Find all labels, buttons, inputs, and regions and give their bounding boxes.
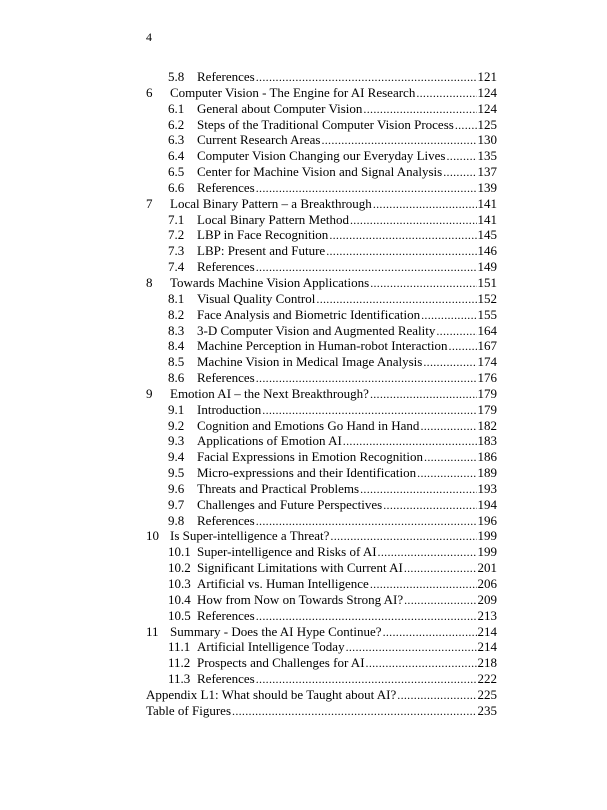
toc-entry-number: 10.5 [168,607,191,623]
toc-entry-number: 6.6 [168,179,185,195]
toc-entry-number: 9.3 [168,433,185,449]
toc-entry[interactable] [146,544,497,560]
toc-entry-page: 146 [477,243,497,259]
toc-entry-number: 9.4 [168,449,185,465]
dot-leader [397,687,476,704]
dot-leader [363,101,476,118]
toc-entry-page: 182 [477,417,497,433]
toc-entry-title: Challenges and Future Perspectives [197,496,383,512]
toc-entry-number: 10.1 [168,544,191,560]
toc-entry-title: References [197,179,255,195]
toc-entry-number: 6.1 [168,100,185,116]
toc-entry-number: 5.8 [168,69,185,84]
toc-entry-title: Summary - Does the AI Hype Continue? [170,623,382,639]
toc-entry-number: 8.3 [168,322,185,338]
toc-entry-page: 193 [477,480,497,496]
dot-leader [370,275,476,292]
toc-entry-title: Center for Machine Vision and Signal Analysis [197,164,443,180]
toc-entry-number: 9.1 [168,401,185,417]
toc-entry[interactable] [146,560,497,576]
toc-entry-page: 189 [477,465,497,481]
toc-entry-page: 164 [477,322,497,338]
toc-entry-page: 135 [477,148,497,164]
toc-entry-number: 9 [146,385,153,401]
toc-entry[interactable] [146,497,497,513]
dot-leader [420,418,476,435]
dot-leader [346,639,477,656]
toc-entry-page: 183 [477,433,497,449]
toc-entry[interactable] [146,655,497,671]
toc-entry[interactable] [146,354,497,370]
dot-leader [256,608,477,625]
toc-entry[interactable] [146,275,497,291]
toc-entry-title: 3-D Computer Vision and Augmented Reality [197,322,436,338]
toc-entry[interactable] [146,418,497,434]
toc-entry[interactable] [146,624,497,640]
dot-leader [343,433,477,450]
dot-leader [256,69,477,86]
dot-leader [370,386,477,403]
toc-entry-page: 124 [477,84,497,100]
dot-leader [443,164,476,181]
toc-entry-number: 7.2 [168,227,185,243]
toc-entry[interactable] [146,180,497,196]
toc-entry[interactable] [146,323,497,339]
dot-leader [326,243,476,260]
dot-leader [436,323,476,340]
toc-entry-title: Visual Quality Control [197,290,316,306]
toc-entry-title: Is Super-intelligence a Threat? [170,528,330,544]
toc-entry-number: 8 [146,274,153,290]
toc-entry-page: 141 [477,211,497,227]
toc-entry-title: Significant Limitations with Current AI [197,560,403,576]
toc-entry-title: Current Research Areas [197,132,321,148]
toc-entry-number: 8.4 [168,338,185,354]
toc-entry-title: Machine Vision in Medical Image Analysis [197,354,423,370]
toc-entry-page: 176 [477,370,497,386]
toc-entry-title: Super-intelligence and Risks of AI [197,544,377,560]
toc-entry-page: 149 [477,259,497,275]
dot-leader [330,528,476,545]
dot-leader [350,212,477,229]
toc-entry-title: Applications of Emotion AI [197,433,342,449]
toc-entry-page: 199 [477,544,497,560]
toc-entry-title: Local Binary Pattern Method [197,211,349,227]
page-number: 4 [146,30,152,44]
toc-entry-number: 9.6 [168,480,185,496]
toc-entry[interactable] [146,307,497,323]
toc-entry[interactable] [146,148,497,164]
toc-entry-number: 8.6 [168,370,185,386]
toc-entry-title: Threats and Practical Problems [197,480,360,496]
dot-leader [421,307,476,324]
toc-entry-page: 174 [477,354,497,370]
toc-entry-number: 9.2 [168,417,185,433]
dot-leader [417,465,476,482]
toc-entry-title: Computer Vision - The Engine for AI Research [170,84,416,100]
toc-entry-title: Appendix L1: What should be Taught about AI? [146,686,397,702]
toc-entry-title: Facial Expressions in Emotion Recognition [197,449,424,465]
toc-entry-title: Towards Machine Vision Applications [170,274,370,290]
toc-entry-page: 167 [477,338,497,354]
dot-leader [360,481,476,498]
toc-entry-title: References [197,259,255,275]
toc-entry-page: 125 [477,116,497,132]
dot-leader [329,227,476,244]
dot-leader [449,338,477,355]
toc-entry[interactable] [146,243,497,259]
toc-entry[interactable] [146,69,497,85]
toc-entry[interactable] [146,291,497,307]
dot-leader [416,85,476,102]
toc-entry-title: LBP in Face Recognition [197,227,329,243]
dot-leader [256,180,477,197]
toc-entry-number: 10 [146,528,159,544]
toc-entry-number: 7.4 [168,259,185,275]
dot-leader [404,560,477,577]
toc-entry[interactable] [146,370,497,386]
toc-entry[interactable] [146,227,497,243]
toc-entry-page: 214 [477,639,497,655]
toc-entry[interactable] [146,528,497,544]
toc-entry-number: 11.1 [168,639,191,655]
toc-entry-number: 11.2 [168,655,191,671]
toc-entry-page: 130 [477,132,497,148]
dot-leader [383,497,476,514]
toc-entry[interactable] [146,687,497,703]
table-of-contents [146,69,497,719]
toc-entry[interactable] [146,117,497,133]
toc-entry-number: 7.3 [168,243,185,259]
toc-entry-title: Prospects and Challenges for AI [197,655,365,671]
toc-entry-title: Face Analysis and Biometric Identification [197,306,421,322]
toc-entry[interactable] [146,465,497,481]
toc-entry-page: 218 [477,655,497,671]
dot-leader [366,655,477,672]
toc-entry-number: 6.3 [168,132,185,148]
toc-entry-title: Artificial vs. Human Intelligence [197,576,369,591]
toc-entry-page: 139 [477,179,497,195]
toc-entry[interactable] [146,513,497,529]
toc-entry-page: 225 [477,686,497,702]
toc-entry[interactable] [146,671,497,687]
toc-entry-page: 179 [477,401,497,417]
toc-entry-page: 124 [477,100,497,116]
toc-entry[interactable] [146,196,497,212]
toc-entry-title: General about Computer Vision [197,100,363,116]
toc-entry-number: 9.5 [168,465,185,481]
toc-entry-page: 186 [477,449,497,465]
toc-entry-page: 209 [477,591,497,607]
toc-entry-title: Table of Figures [146,702,232,718]
toc-entry[interactable] [146,101,497,117]
toc-entry-title: References [197,607,255,623]
toc-entry-number: 6.4 [168,148,185,164]
dot-leader [262,402,476,419]
toc-entry-title: Local Binary Pattern – a Breakthrough [170,195,372,211]
toc-entry-title: Machine Perception in Human-robot Interaction [197,338,448,354]
dot-leader [404,592,476,609]
dot-leader [378,544,477,561]
toc-entry-number: 8.2 [168,306,185,322]
dot-leader [232,703,476,720]
toc-entry-number: 7.1 [168,211,185,227]
toc-entry-page: 235 [477,702,497,718]
toc-entry-number: 7 [146,195,153,211]
toc-entry-number: 6.2 [168,116,185,132]
dot-leader [256,259,477,276]
toc-entry-page: 213 [477,607,497,623]
toc-entry-page: 222 [477,671,497,687]
toc-entry-page: 121 [477,69,497,84]
toc-entry-page: 179 [477,385,497,401]
toc-entry[interactable] [146,576,497,592]
dot-leader [424,449,476,466]
toc-entry-title: Emotion AI – the Next Breakthrough? [170,385,369,401]
toc-entry[interactable] [146,433,497,449]
toc-entry[interactable] [146,338,497,354]
toc-entry[interactable] [146,639,497,655]
toc-entry-title: Artificial Intelligence Today [197,639,345,655]
dot-leader [316,291,476,308]
dot-leader [256,671,477,688]
toc-entry-page: 141 [477,195,497,211]
toc-entry[interactable] [146,592,497,608]
toc-entry-title: Steps of the Traditional Computer Vision Process [197,116,454,132]
toc-entry[interactable] [146,703,497,719]
toc-entry[interactable] [146,386,497,402]
toc-entry-title: References [197,69,255,84]
toc-entry-number: 10.4 [168,591,191,607]
toc-entry-number: 8.5 [168,354,185,370]
dot-leader [383,624,477,641]
dot-leader [370,576,477,593]
toc-entry-title: How from Now on Towards Strong AI? [197,591,404,607]
toc-entry[interactable] [146,259,497,275]
toc-entry-number: 10.3 [168,576,191,591]
dot-leader [373,196,477,213]
toc-entry-page: 214 [477,623,497,639]
toc-entry-title: References [197,512,255,528]
dot-leader [256,370,477,387]
toc-entry-page: 155 [477,306,497,322]
toc-entry[interactable] [146,402,497,418]
toc-entry-number: 8.1 [168,290,185,306]
toc-entry-page: 151 [477,274,497,290]
toc-entry-number: 11.3 [168,671,191,687]
toc-entry-title: Micro-expressions and their Identification [197,465,417,481]
toc-entry-page: 152 [477,290,497,306]
toc-entry-title: References [197,671,255,687]
toc-entry-number: 9.8 [168,512,185,528]
toc-entry[interactable] [146,212,497,228]
toc-entry[interactable] [146,449,497,465]
toc-entry[interactable] [146,164,497,180]
toc-entry-page: 196 [477,512,497,528]
toc-entry[interactable] [146,132,497,148]
dot-leader [455,117,477,134]
toc-entry-number: 10.2 [168,560,191,576]
dot-leader [321,132,476,149]
toc-entry-page: 145 [477,227,497,243]
toc-entry-page: 194 [477,496,497,512]
dot-leader [446,148,476,165]
toc-entry-title: LBP: Present and Future [197,243,326,259]
toc-entry-number: 6.5 [168,164,185,180]
toc-entry-title: Introduction [197,401,262,417]
dot-leader [423,354,476,371]
toc-entry-page: 201 [477,560,497,576]
toc-entry[interactable] [146,85,497,101]
toc-entry[interactable] [146,608,497,624]
toc-entry-number: 6 [146,84,153,100]
toc-entry[interactable] [146,481,497,497]
toc-entry-number: 9.7 [168,496,185,512]
toc-entry-title: Computer Vision Changing our Everyday Lives [197,148,446,164]
toc-entry-title: Cognition and Emotions Go Hand in Hand [197,417,420,433]
toc-entry-title: References [197,370,255,386]
toc-entry-page: 137 [477,164,497,180]
toc-entry-number: 11 [146,623,159,639]
dot-leader [256,513,477,530]
toc-entry-page: 206 [477,576,497,591]
toc-entry-page: 199 [477,528,497,544]
